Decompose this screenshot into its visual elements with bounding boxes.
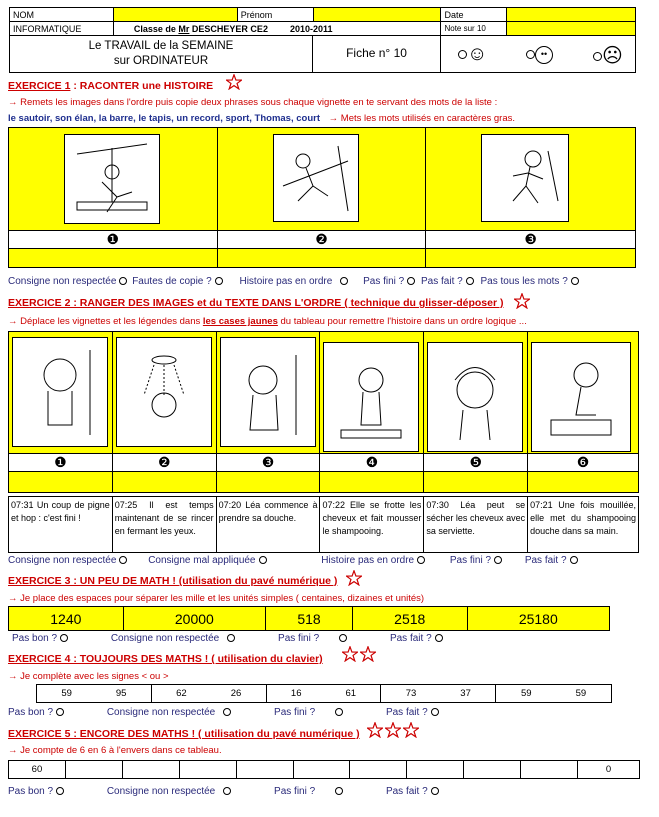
header-table (9, 7, 636, 36)
star-icon (346, 570, 362, 586)
ex1-number: ❷ (217, 231, 426, 249)
ex4-checklist: Pas bon ? Consigne non respectée Pas fini ? Pas fait ? (8, 707, 439, 718)
ex1-words-line: le sautoir, son élan, la barre, le tapis, un record, sport, Thomas, court → Mets les mots utilisés en caractères gras. (8, 113, 516, 124)
checkbox-circle-icon[interactable] (494, 556, 502, 564)
ex2-number: ❺ (424, 454, 528, 472)
ex1-image-cell[interactable] (9, 128, 218, 231)
ex2-title: EXERCICE 2 : RANGER DES IMAGES et du TEXTE DANS L'ORDRE ( technique du glisser-déposer ) (8, 297, 530, 309)
number-cell[interactable]: 25180 (467, 607, 609, 631)
count-cell[interactable] (122, 761, 179, 779)
note-field[interactable] (507, 22, 636, 36)
number-cell[interactable]: 1240 (9, 607, 124, 631)
checkbox-circle-icon[interactable] (215, 277, 223, 285)
ex2-caption-slot[interactable] (112, 472, 216, 493)
informatique-label: INFORMATIQUE (10, 22, 114, 36)
ex2-number: ❹ (320, 454, 424, 472)
date-label: Date (441, 8, 507, 22)
classe-label: Classe de Mr DESCHEYER CE2 2010-2011 (113, 22, 441, 36)
number-cell[interactable]: 518 (266, 607, 353, 631)
ex5-title: EXERCICE 5 : ENCORE DES MATHS ! ( utilisation du pavé numérique ) (8, 728, 419, 740)
ex3-title: EXERCICE 3 : UN PEU DE MATH ! (utilisation du pavé numérique ) (8, 575, 362, 587)
ex3-instruction: → Je place des espaces pour séparer les mille et les unités simples ( centaines, dizaines et unités) (8, 593, 425, 604)
ex1-title: EXERCICE 1 : RACONTER une HISTOIRE (8, 80, 242, 92)
star-icon (385, 722, 401, 738)
ex1-table (8, 127, 636, 268)
header-block (9, 35, 636, 73)
count-cell[interactable] (521, 761, 578, 779)
count-cell[interactable] (179, 761, 236, 779)
girl-rinsing-image[interactable] (116, 337, 212, 447)
ex4-title: EXERCICE 4 : TOUJOURS DES MATHS ! ( utilisation du clavier) (8, 653, 376, 665)
pole-vault-fall-image[interactable] (64, 134, 160, 224)
checkbox-circle-icon[interactable] (335, 787, 343, 795)
star-icon (342, 646, 358, 662)
smiley-sad-icon[interactable]: ☹ (590, 43, 623, 68)
caption-card[interactable]: 07:21 Une fois mouillée, elle met du shampooing douche dans sa main. (528, 497, 639, 553)
ex2-number: ❸ (216, 454, 320, 472)
prenom-label: Prénom (237, 8, 313, 22)
count-cell[interactable] (464, 761, 521, 779)
ex2-checklist: Consigne non respectée Consigne mal appliquée Histoire pas en ordre Pas fini ? Pas fait ? (8, 555, 578, 566)
ex1-sentence-cell[interactable] (426, 249, 636, 268)
ex4-instruction: → Je complète avec les signes < ou > (8, 671, 169, 682)
compare-pair[interactable]: 59 95 (37, 685, 152, 703)
count-cell[interactable]: 60 (9, 761, 66, 779)
caption-card[interactable]: 07:30 Léa peut se sécher les cheveux avec sa serviette. (424, 497, 528, 553)
checkbox-circle-icon[interactable] (259, 556, 267, 564)
girl-drying-hair-image[interactable] (427, 342, 523, 452)
ex5-table (8, 760, 640, 779)
count-cell[interactable] (65, 761, 122, 779)
checkbox-circle-icon[interactable] (56, 787, 64, 795)
ex2-number: ❷ (112, 454, 216, 472)
star-icon (514, 293, 530, 309)
nom-field[interactable] (113, 8, 237, 22)
ex2-image-cell[interactable] (424, 332, 528, 454)
smiley-neutral-icon[interactable]: •• (523, 43, 553, 66)
ex2-image-cell[interactable] (320, 332, 424, 454)
count-cell[interactable]: 0 (578, 761, 640, 779)
star-icon (367, 722, 383, 738)
checkbox-circle-icon[interactable] (466, 277, 474, 285)
girl-shampooing-image[interactable] (323, 342, 419, 452)
ex1-instruction: → Remets les images dans l'ordre puis copie deux phrases sous chaque vignette en te servant des mots de la liste : (8, 97, 498, 108)
star-icon (403, 722, 419, 738)
caption-card[interactable]: 07:31 Un coup de pigne et hop : c'est fini ! (9, 497, 113, 553)
ex1-word-list: le sautoir, son élan, la barre, le tapis, un record, sport, Thomas, court (8, 113, 320, 124)
ex2-number: ❻ (528, 454, 639, 472)
ex2-image-cell[interactable] (528, 332, 639, 454)
girl-combing-image[interactable] (12, 337, 108, 447)
girl-soap-hand-image[interactable] (531, 342, 631, 452)
ex1-image-cell[interactable] (217, 128, 426, 231)
ex2-image-cell[interactable] (112, 332, 216, 454)
ex2-caption-slot[interactable] (216, 472, 320, 493)
running-boy-image[interactable] (481, 134, 569, 222)
number-cell[interactable]: 20000 (123, 607, 265, 631)
checkbox-circle-icon[interactable] (339, 634, 347, 642)
travail-title: Le TRAVAIL de la SEMAINE sur ORDINATEUR (10, 35, 313, 72)
compare-pair[interactable]: 62 26 (151, 685, 266, 703)
checkbox-circle-icon[interactable] (431, 787, 439, 795)
fiche-label: Fiche n° 10 (313, 35, 441, 72)
number-cell[interactable]: 2518 (352, 607, 467, 631)
ex2-captions-table (8, 496, 639, 553)
checkbox-circle-icon[interactable] (340, 277, 348, 285)
prenom-field[interactable] (313, 8, 441, 22)
ex2-image-cell[interactable] (216, 332, 320, 454)
compare-pair[interactable]: 59 59 (496, 685, 612, 703)
ex3-checklist: Pas bon ? Consigne non respectée Pas fini ? Pas fait ? (12, 633, 443, 644)
checkbox-circle-icon[interactable] (56, 708, 64, 716)
ex2-caption-slot[interactable] (424, 472, 528, 493)
star-icon (226, 74, 242, 90)
ex2-instruction: → Déplace les vignettes et les légendes dans les cases jaunes du tableau pour remettre l'histoire dans un ordre logique ... (8, 316, 527, 327)
ex3-table (8, 606, 610, 631)
checkbox-circle-icon[interactable] (60, 634, 68, 642)
count-cell[interactable] (350, 761, 407, 779)
checkbox-circle-icon[interactable] (407, 277, 415, 285)
ex2-image-cell[interactable] (9, 332, 113, 454)
ex2-table (8, 331, 639, 493)
checkbox-circle-icon[interactable] (335, 708, 343, 716)
checkbox-circle-icon[interactable] (417, 556, 425, 564)
compare-pair[interactable]: 16 61 (266, 685, 381, 703)
ex2-caption-slot[interactable] (9, 472, 113, 493)
caption-card[interactable]: 07:25 Il est temps maintenant de se rincer en fermant les yeux. (112, 497, 216, 553)
star-icon (360, 646, 376, 662)
checkbox-circle-icon[interactable] (227, 634, 235, 642)
compare-pair[interactable]: 73 37 (381, 685, 496, 703)
count-cell[interactable] (407, 761, 464, 779)
ex4-table (36, 684, 612, 703)
girl-starting-shower-image[interactable] (220, 337, 316, 447)
checkbox-circle-icon[interactable] (223, 708, 231, 716)
ex5-instruction: → Je compte de 6 en 6 à l'envers dans ce tableau. (8, 745, 222, 756)
checkbox-circle-icon[interactable] (570, 556, 578, 564)
checkbox-circle-icon[interactable] (119, 556, 127, 564)
checkbox-circle-icon[interactable] (119, 277, 127, 285)
ex1-number: ❸ (426, 231, 636, 249)
checkbox-circle-icon[interactable] (435, 634, 443, 642)
caption-card[interactable]: 07:22 Elle se frotte les cheveux et fait mousser le shampooing. (320, 497, 424, 553)
caption-card[interactable]: 07:20 Léa commence à prendre sa douche. (216, 497, 320, 553)
pole-vault-jump-image[interactable] (273, 134, 359, 222)
ex1-image-cell[interactable] (426, 128, 636, 231)
smiley-happy-icon[interactable]: ☺ (455, 43, 487, 66)
count-cell[interactable] (293, 761, 350, 779)
checkbox-circle-icon[interactable] (223, 787, 231, 795)
count-cell[interactable] (236, 761, 293, 779)
ex1-sentence-cell[interactable] (217, 249, 426, 268)
ex2-caption-slot[interactable] (320, 472, 424, 493)
ex1-sentence-cell[interactable] (9, 249, 218, 268)
note-label: Note sur 10 (441, 22, 507, 36)
date-field[interactable] (507, 8, 636, 22)
ex2-caption-slot[interactable] (528, 472, 639, 493)
ex1-checklist: Consigne non respectée Fautes de copie ? Histoire pas en ordre Pas fini ? Pas fait ? Pas tous les mots ? (8, 276, 579, 287)
ex1-number: ❶ (9, 231, 218, 249)
nom-label: NOM (10, 8, 114, 22)
checkbox-circle-icon[interactable] (431, 708, 439, 716)
ex2-number: ❶ (9, 454, 113, 472)
ex5-checklist: Pas bon ? Consigne non respectée Pas fini ? Pas fait ? (8, 786, 439, 797)
checkbox-circle-icon[interactable] (571, 277, 579, 285)
